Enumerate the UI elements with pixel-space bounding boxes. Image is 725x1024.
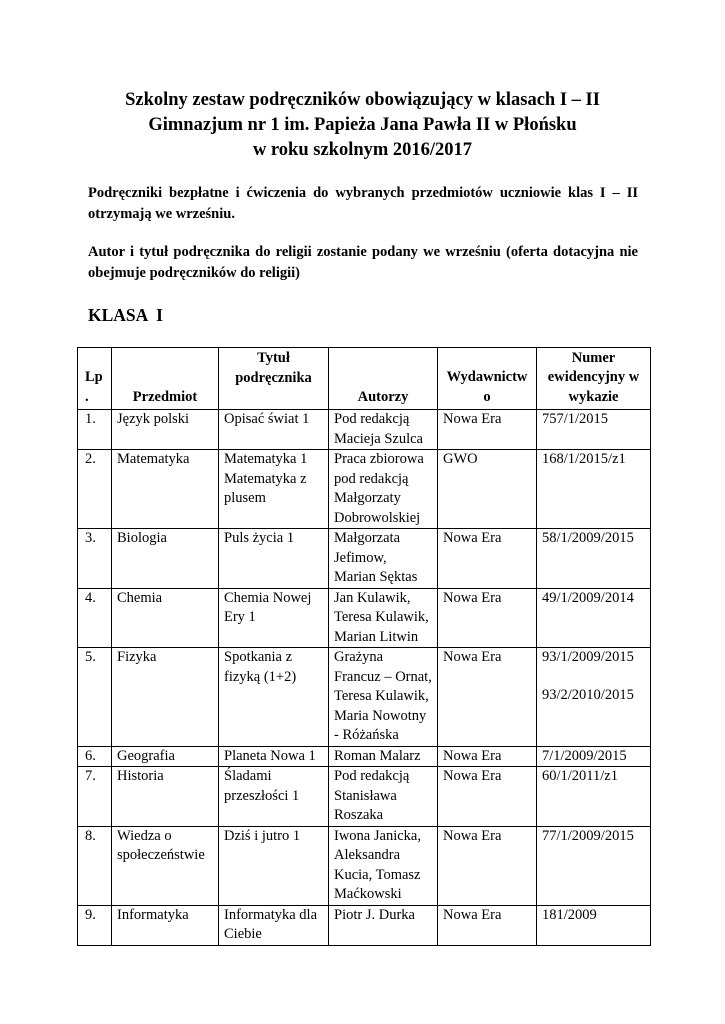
header-number: Numer ewidencyjny w wykazie	[537, 348, 651, 410]
cell-authors: Roman Malarz	[329, 746, 438, 767]
cell-authors: Iwona Janicka, Aleksandra Kucia, Tomasz Maćkowski	[329, 826, 438, 905]
cell-subject: Chemia	[112, 588, 219, 648]
table-row	[78, 529, 651, 589]
cell-title: Puls życia 1	[219, 529, 329, 589]
cell-lp: 3.	[78, 529, 112, 589]
cell-number	[537, 588, 651, 648]
cell-subject: Fizyka	[112, 648, 219, 747]
evidence-number: 93/1/2009/2015	[542, 649, 634, 665]
cell-authors: Grażyna Francuz – Ornat, Teresa Kulawik, Maria Nowotny - Różańska	[329, 648, 438, 747]
cell-authors: Pod redakcją Stanisława Roszaka	[329, 767, 438, 827]
free-books-note: Podręczniki bezpłatne i ćwiczenia do wybranych przedmiotów uczniowie klas I – II otrzymają we wrześniu.	[88, 185, 638, 222]
table-row	[78, 450, 651, 529]
cell-lp: 6.	[78, 746, 112, 767]
cell-publisher: Nowa Era	[438, 410, 537, 450]
cell-title: Spotkania z fizyką (1+2)	[219, 648, 329, 747]
cell-authors: Piotr J. Durka	[329, 905, 438, 945]
cell-publisher: Nowa Era	[438, 767, 537, 827]
cell-number	[537, 905, 651, 945]
evidence-number: 93/2/2010/2015	[542, 686, 634, 703]
header-publisher: Wydawnictwo	[438, 348, 537, 410]
table-row	[78, 767, 651, 827]
cell-lp: 2.	[78, 450, 112, 529]
cell-lp: 4.	[78, 588, 112, 648]
cell-number	[537, 746, 651, 767]
evidence-number: 58/1/2009/2015	[542, 530, 634, 546]
religion-note: Autor i tytuł podręcznika do religii zostanie podany we wrześniu (oferta dotacyjna nie obejmuje podręczników do religii)	[88, 244, 638, 281]
cell-number	[537, 529, 651, 589]
cell-lp: 1.	[78, 410, 112, 450]
cell-publisher: Nowa Era	[438, 648, 537, 747]
table-row	[78, 905, 651, 945]
table-body	[78, 410, 651, 946]
cell-lp: 7.	[78, 767, 112, 827]
cell-subject: Wiedza o społeczeństwie	[112, 826, 219, 905]
cell-authors: Małgorzata Jefimow, Marian Sęktas	[329, 529, 438, 589]
cell-publisher: Nowa Era	[438, 529, 537, 589]
number-spacer	[542, 668, 645, 686]
evidence-number: 757/1/2015	[542, 411, 609, 427]
cell-subject: Język polski	[112, 410, 219, 450]
cell-subject: Geografia	[112, 746, 219, 767]
title-line-2: Gimnazjum nr 1 im. Papieża Jana Pawła II w Płońsku	[148, 115, 577, 135]
table-header-row	[78, 348, 651, 410]
table-row	[78, 826, 651, 905]
cell-subject: Biologia	[112, 529, 219, 589]
header-subject: Przedmiot	[112, 348, 219, 410]
cell-title: Opisać świat 1	[219, 410, 329, 450]
cell-number	[537, 450, 651, 529]
header-title: Tytuł podręcznika	[219, 348, 329, 410]
cell-lp: 8.	[78, 826, 112, 905]
evidence-number: 77/1/2009/2015	[542, 827, 634, 844]
title-line-1: Szkolny zestaw podręczników obowiązujący w klasach I – II	[125, 90, 600, 110]
cell-title: Planeta Nowa 1	[219, 746, 329, 767]
cell-subject: Informatyka	[112, 905, 219, 945]
cell-lp: 9.	[78, 905, 112, 945]
evidence-number: 60/1/2011/z1	[542, 768, 618, 784]
cell-authors: Jan Kulawik, Teresa Kulawik, Marian Litwin	[329, 588, 438, 648]
cell-number	[537, 767, 651, 827]
cell-title: Dziś i jutro 1	[219, 826, 329, 905]
cell-title: Śladami przeszłości 1	[219, 767, 329, 827]
textbook-table	[77, 347, 651, 946]
document-title	[60, 88, 665, 163]
cell-subject: Matematyka	[112, 450, 219, 529]
cell-publisher: Nowa Era	[438, 588, 537, 648]
cell-publisher: Nowa Era	[438, 826, 537, 905]
cell-publisher: GWO	[438, 450, 537, 529]
evidence-number: 49/1/2009/2014	[542, 589, 634, 606]
evidence-number: 7/1/2009/2015	[542, 747, 627, 764]
cell-publisher: Nowa Era	[438, 746, 537, 767]
cell-title: Informatyka dla Ciebie	[219, 905, 329, 945]
cell-authors: Praca zbiorowa pod redakcją Małgorzaty Dobrowolskiej	[329, 450, 438, 529]
header-authors: Autorzy	[329, 348, 438, 410]
cell-subject: Historia	[112, 767, 219, 827]
table-row	[78, 648, 651, 747]
cell-publisher: Nowa Era	[438, 905, 537, 945]
title-line-3: w roku szkolnym 2016/2017	[252, 140, 473, 160]
header-lp: Lp.	[78, 348, 112, 410]
cell-number	[537, 826, 651, 905]
cell-title: Chemia Nowej Ery 1	[219, 588, 329, 648]
evidence-number: 168/1/2015/z1	[542, 451, 626, 467]
table-row	[78, 410, 651, 450]
section-heading: KLASA I	[88, 305, 163, 325]
cell-authors: Pod redakcją Macieja Szulca	[329, 410, 438, 450]
cell-lp: 5.	[78, 648, 112, 747]
cell-number	[537, 410, 651, 450]
table-row	[78, 746, 651, 767]
table-row	[78, 588, 651, 648]
evidence-number: 181/2009	[542, 906, 597, 923]
cell-number	[537, 648, 651, 747]
cell-title: Matematyka 1 Matematyka z plusem	[219, 450, 329, 529]
